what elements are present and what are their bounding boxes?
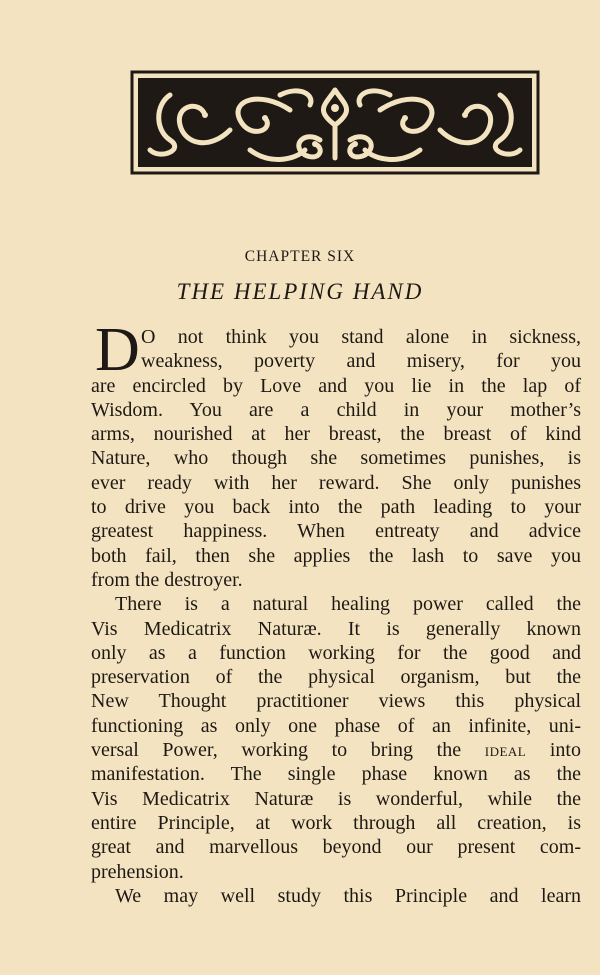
text-line: both fail, then she applies the lash to save you: [91, 544, 581, 567]
text-line: greatest happiness. When entreaty and advice: [91, 520, 581, 543]
text-line: prehension.: [91, 860, 184, 883]
text-line: Vis Medicatrix Naturæ is wonderful, while the: [91, 787, 581, 810]
text-line: ever ready with her reward. She only punishes: [91, 471, 581, 494]
paragraph-2: [91, 592, 581, 884]
drop-cap-initial: D: [95, 316, 140, 384]
text-line: There is a natural healing power called the: [115, 593, 581, 616]
chapter-label: CHAPTER SIX: [244, 248, 356, 265]
paragraph-1: [91, 316, 581, 592]
text-line: Nature, who though she sometimes punishes, is: [91, 447, 581, 470]
text-line: functioning as only one phase of an infinite, uni-: [91, 714, 581, 737]
text-line: versal Power, working to bring the ideal into: [91, 739, 581, 762]
text-line: entire Principle, at work through all creation, is: [91, 811, 581, 834]
body-text: [91, 316, 581, 908]
small-caps-word: ideal: [484, 740, 527, 761]
chapter-title: THE HELPING HAND: [176, 279, 424, 304]
text-line: Wisdom. You are a child in your mother’s: [91, 398, 581, 421]
text-line: only as a function working for the good and: [91, 641, 581, 664]
text-line: manifestation. The single phase known as the: [91, 763, 581, 786]
text-line: We may well study this Principle and learn: [115, 884, 581, 907]
decorative-headpiece-ornament: [130, 70, 540, 175]
text-line: from the destroyer.: [91, 568, 243, 591]
text-line: great and marvellous beyond our present com-: [91, 836, 581, 859]
text-line: O not think you stand alone in sickness,: [141, 326, 581, 348]
text-line: weakness, poverty and misery, for you: [141, 350, 581, 373]
text-line: arms, nourished at her breast, the breast of kind: [91, 423, 581, 446]
paragraph-3: [91, 884, 581, 908]
text-line: New Thought practitioner views this physical: [91, 690, 581, 713]
text-line: are encircled by Love and you lie in the lap of: [91, 374, 581, 397]
text-line: Vis Medicatrix Naturæ. It is generally known: [91, 617, 581, 640]
text-line: preservation of the physical organism, but the: [91, 666, 581, 689]
text-line: to drive you back into the path leading to your: [91, 496, 581, 519]
